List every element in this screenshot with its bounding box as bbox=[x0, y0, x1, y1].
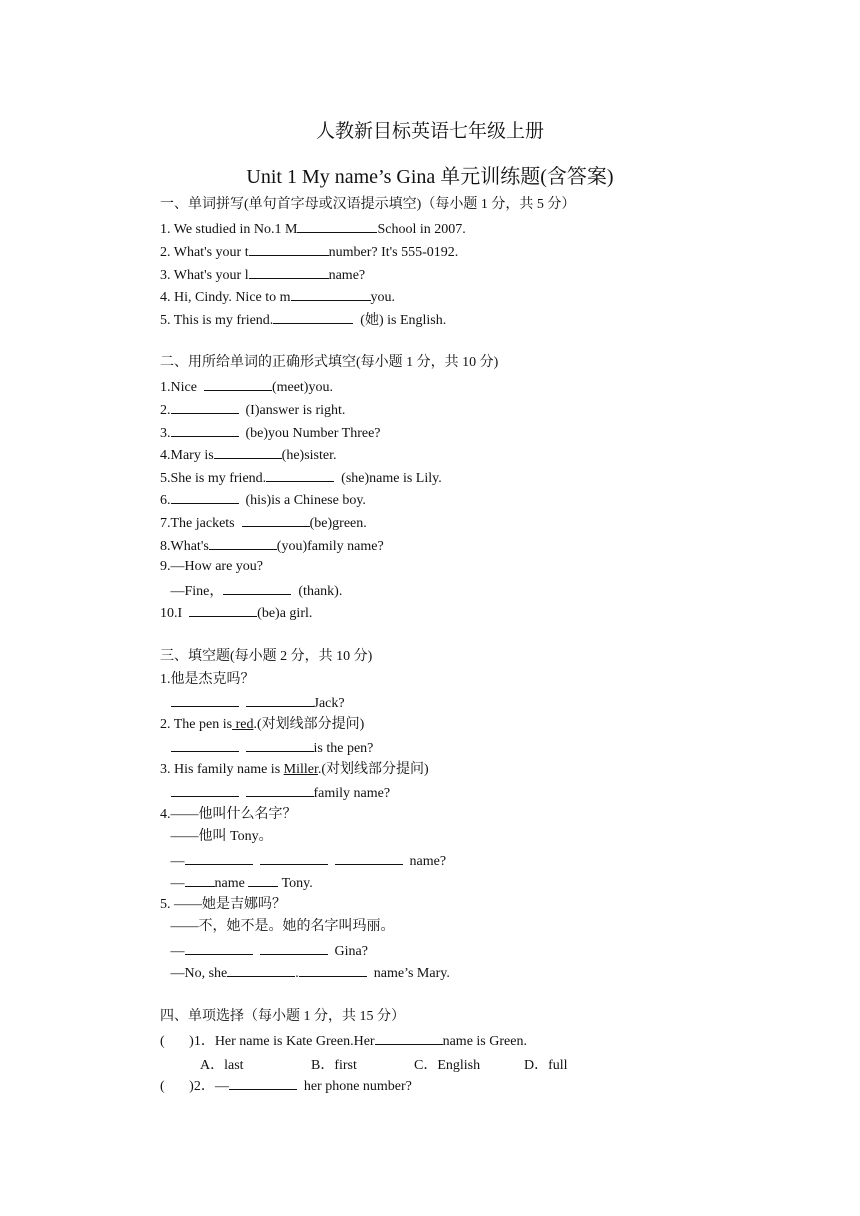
answer-blank[interactable] bbox=[260, 941, 328, 955]
option-c[interactable]: C．English bbox=[414, 1058, 481, 1073]
answer-blank[interactable] bbox=[273, 310, 353, 324]
section-2-heading: 二、用所给单词的正确形式填空(每小题 1 分，共 10 分) bbox=[160, 355, 499, 370]
answer-blank[interactable] bbox=[171, 693, 239, 707]
answer-blank[interactable] bbox=[246, 693, 314, 707]
question-2-6: 6. (his)is a Chinese boy. bbox=[160, 490, 366, 510]
answer-blank[interactable] bbox=[249, 265, 329, 279]
answer-blank[interactable] bbox=[291, 287, 371, 301]
question-1-2: 2. What's your t number? It's 555-0192. bbox=[160, 242, 458, 262]
answer-blank[interactable] bbox=[189, 603, 257, 617]
question-2-1: 1.Nice (meet)you. bbox=[160, 377, 333, 397]
option-a[interactable]: A．last bbox=[200, 1058, 244, 1073]
answer-blank[interactable] bbox=[171, 423, 239, 437]
answer-blank[interactable] bbox=[171, 490, 239, 504]
question-3-3-answer: family name? bbox=[160, 783, 390, 803]
option-d[interactable]: D．full bbox=[524, 1058, 568, 1073]
question-2-7: 7.The jackets (be)green. bbox=[160, 513, 367, 533]
answer-blank[interactable] bbox=[185, 941, 253, 955]
answer-blank[interactable] bbox=[185, 851, 253, 865]
question-3-4-line2: — name Tony. bbox=[160, 873, 313, 893]
answer-blank[interactable] bbox=[299, 963, 367, 977]
answer-blank[interactable] bbox=[260, 851, 328, 865]
question-1-4: 4. Hi, Cindy. Nice to m you. bbox=[160, 287, 395, 307]
question-3-2-answer: is the pen? bbox=[160, 738, 373, 758]
answer-blank[interactable] bbox=[375, 1031, 443, 1045]
page-subtitle: Unit 1 My name’s Gina 单元训练题(含答案) bbox=[246, 166, 614, 188]
answer-blank[interactable] bbox=[335, 851, 403, 865]
question-3-4: 4.——他叫什么名字？ bbox=[160, 807, 297, 822]
answer-blank[interactable] bbox=[214, 445, 282, 459]
question-3-2: 2. The pen is red.(对划线部分提问) bbox=[160, 717, 365, 732]
answer-blank[interactable] bbox=[171, 400, 239, 414]
question-3-1: 1.他是杰克吗？ bbox=[160, 672, 255, 687]
question-2-10: 10.I (be)a girl. bbox=[160, 603, 312, 623]
question-2-9: 9.—How are you? bbox=[160, 559, 264, 574]
question-3-4-translation: ——他叫 Tony。 bbox=[160, 829, 273, 844]
page-title: 人教新目标英语七年级上册 bbox=[315, 121, 544, 142]
answer-blank[interactable] bbox=[185, 873, 215, 887]
question-3-4-line1: — name? bbox=[160, 851, 446, 871]
question-1-1: 1. We studied in No.1 M School in 2007. bbox=[160, 219, 466, 239]
question-1-3: 3. What's your l name? bbox=[160, 265, 365, 285]
section-3-heading: 三、填空题(每小题 2 分，共 10 分) bbox=[160, 649, 373, 664]
question-3-5: 5. ——她是吉娜吗？ bbox=[160, 897, 286, 912]
answer-blank[interactable] bbox=[209, 536, 277, 550]
option-b[interactable]: B．first bbox=[311, 1058, 357, 1073]
question-2-2: 2. (I)answer is right. bbox=[160, 400, 345, 420]
question-3-5-translation: ——不，她不是。她的名字叫玛丽。 bbox=[160, 919, 395, 934]
answer-blank[interactable] bbox=[242, 513, 310, 527]
answer-blank[interactable] bbox=[246, 738, 314, 752]
answer-blank[interactable] bbox=[249, 242, 329, 256]
answer-blank[interactable] bbox=[248, 873, 278, 887]
answer-blank[interactable] bbox=[229, 1076, 297, 1090]
answer-blank[interactable] bbox=[204, 377, 272, 391]
question-1-5: 5. This is my friend. (她) is English. bbox=[160, 310, 446, 330]
question-4-2: ( )2．— her phone number? bbox=[160, 1076, 412, 1096]
section-4-heading: 四、单项选择（每小题 1 分，共 15 分） bbox=[160, 1009, 405, 1024]
question-2-5: 5.She is my friend. (she)name is Lily. bbox=[160, 468, 442, 488]
question-3-5-line1: — Gina? bbox=[160, 941, 368, 961]
question-2-8: 8.What's (you)family name? bbox=[160, 536, 384, 556]
answer-blank[interactable] bbox=[223, 581, 291, 595]
question-2-9-reply: —Fine， (thank). bbox=[160, 581, 342, 601]
answer-blank[interactable] bbox=[297, 219, 377, 233]
answer-blank[interactable] bbox=[227, 963, 295, 977]
question-3-3: 3. His family name is Miller.(对划线部分提问) bbox=[160, 762, 429, 777]
question-2-4: 4.Mary is (he)sister. bbox=[160, 445, 337, 465]
answer-blank[interactable] bbox=[171, 783, 239, 797]
section-1-heading: 一、单词拼写(单句首字母或汉语提示填空)（每小题 1 分，共 5 分） bbox=[160, 197, 576, 212]
answer-blank[interactable] bbox=[266, 468, 334, 482]
underlined-word: Miller bbox=[283, 762, 318, 777]
answer-blank[interactable] bbox=[246, 783, 314, 797]
answer-blank[interactable] bbox=[171, 738, 239, 752]
underlined-word: red bbox=[232, 717, 254, 732]
question-3-5-line2: —No, she . name’s Mary. bbox=[160, 963, 450, 983]
question-3-1-answer: Jack? bbox=[160, 693, 345, 713]
question-4-1: ( )1．Her name is Kate Green.Her name is Green. bbox=[160, 1031, 527, 1051]
question-2-3: 3. (be)you Number Three? bbox=[160, 423, 381, 443]
